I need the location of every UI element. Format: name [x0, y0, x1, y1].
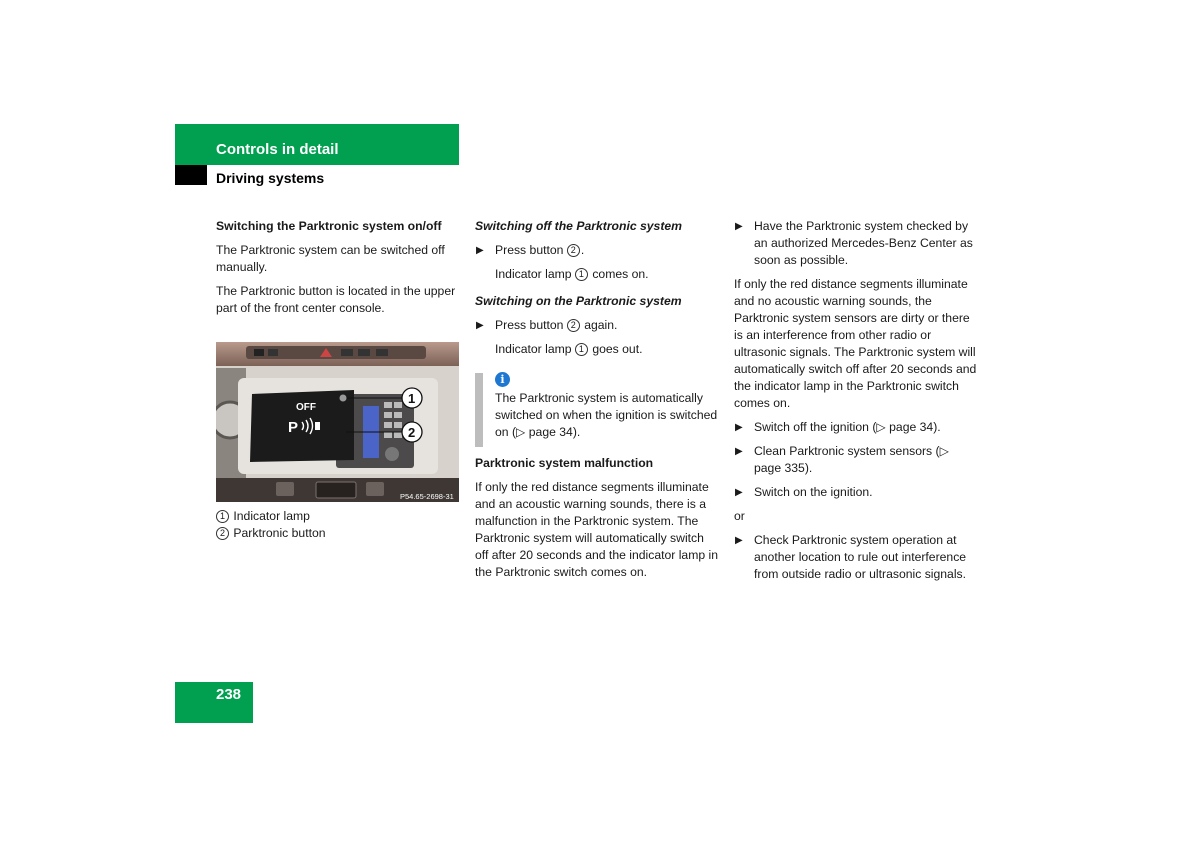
bullet-arrow-icon: ▶: [735, 487, 743, 498]
heading-malfunction: Parktronic system malfunction: [475, 456, 654, 470]
column-1: [216, 218, 459, 324]
result-text: Indicator lamp 1 comes on.: [495, 267, 649, 281]
bullet-arrow-icon: ▶: [735, 422, 743, 433]
result-text: Indicator lamp 1 goes out.: [495, 342, 643, 356]
list-item: ▶ Have the Parktronic system checked by an authorized Mercedes-Benz Center as soon as possible.: [735, 219, 973, 267]
console-photo: [216, 342, 459, 502]
list-item: ▶ Press button 2 .: [476, 243, 585, 257]
paragraph: The Parktronic button is located in the upper part of the front center console.: [216, 284, 456, 315]
callout-1: 1: [408, 391, 416, 406]
info-note: [475, 371, 718, 441]
off-label: OFF: [296, 402, 316, 413]
column-2: [475, 218, 718, 588]
paragraph: The Parktronic system can be switched off manually.: [216, 243, 445, 274]
heading-switch-off: Switching off the Parktronic system: [475, 219, 683, 233]
info-icon: i: [495, 372, 510, 387]
bullet-arrow-icon: ▶: [476, 320, 484, 331]
bullet-arrow-icon: ▶: [735, 446, 743, 457]
list-item: ▶ Clean Parktronic system sensors (▷ page 335).: [735, 444, 949, 475]
page-number-band: [175, 682, 253, 723]
list-item: ▶ Switch on the ignition.: [735, 485, 873, 499]
callout-2: 2: [408, 425, 416, 440]
paragraph: If only the red distance segments illuminate and an acoustic warning sounds, there is a malfunction in the Parktronic system. The Parktronic system will automatically switch off after 20 seconds and the indicator lamp in the Parktronic switch comes on.: [475, 480, 718, 579]
column-3: [734, 218, 977, 590]
subsection-marker: [175, 165, 207, 185]
bullet-arrow-icon: ▶: [735, 221, 743, 232]
info-bar: [475, 373, 483, 447]
figure-captions: [216, 508, 326, 542]
subsection-title: Driving systems: [216, 170, 325, 186]
figure-ref: P54.65-2698-31: [400, 492, 454, 501]
info-text: The Parktronic system is automatically switched on when the ignition is switched on (▷ page 34).: [495, 391, 718, 439]
heading-switching: Switching the Parktronic system on/off: [216, 219, 442, 233]
p-label: P: [288, 419, 299, 436]
caption-1: 1 Indicator lamp: [216, 508, 326, 525]
list-item: ▶ Check Parktronic system operation at another location to rule out interference from outside radio or ultrasonic signals.: [735, 533, 967, 581]
heading-switch-on: Switching on the Parktronic system: [475, 294, 682, 308]
bullet-arrow-icon: ▶: [735, 535, 743, 546]
paragraph: If only the red distance segments illuminate and no acoustic warning sounds, the Parktronic system sensors are dirty or there is an interference from other radio or ultrasonic signals. The Parktronic system will automatically switch off after 20 seconds and the indicator lamp in the Parktronic switch comes on.: [734, 277, 977, 410]
page-number: 238: [216, 686, 242, 703]
list-item: ▶ Press button 2 again.: [476, 318, 618, 332]
list-item: ▶ Switch off the ignition (▷ page 34).: [735, 420, 941, 434]
caption-2: 2 Parktronic button: [216, 525, 326, 542]
section-title: Controls in detail: [216, 141, 339, 158]
bullet-arrow-icon: ▶: [476, 245, 484, 256]
or-text: or: [734, 509, 745, 523]
